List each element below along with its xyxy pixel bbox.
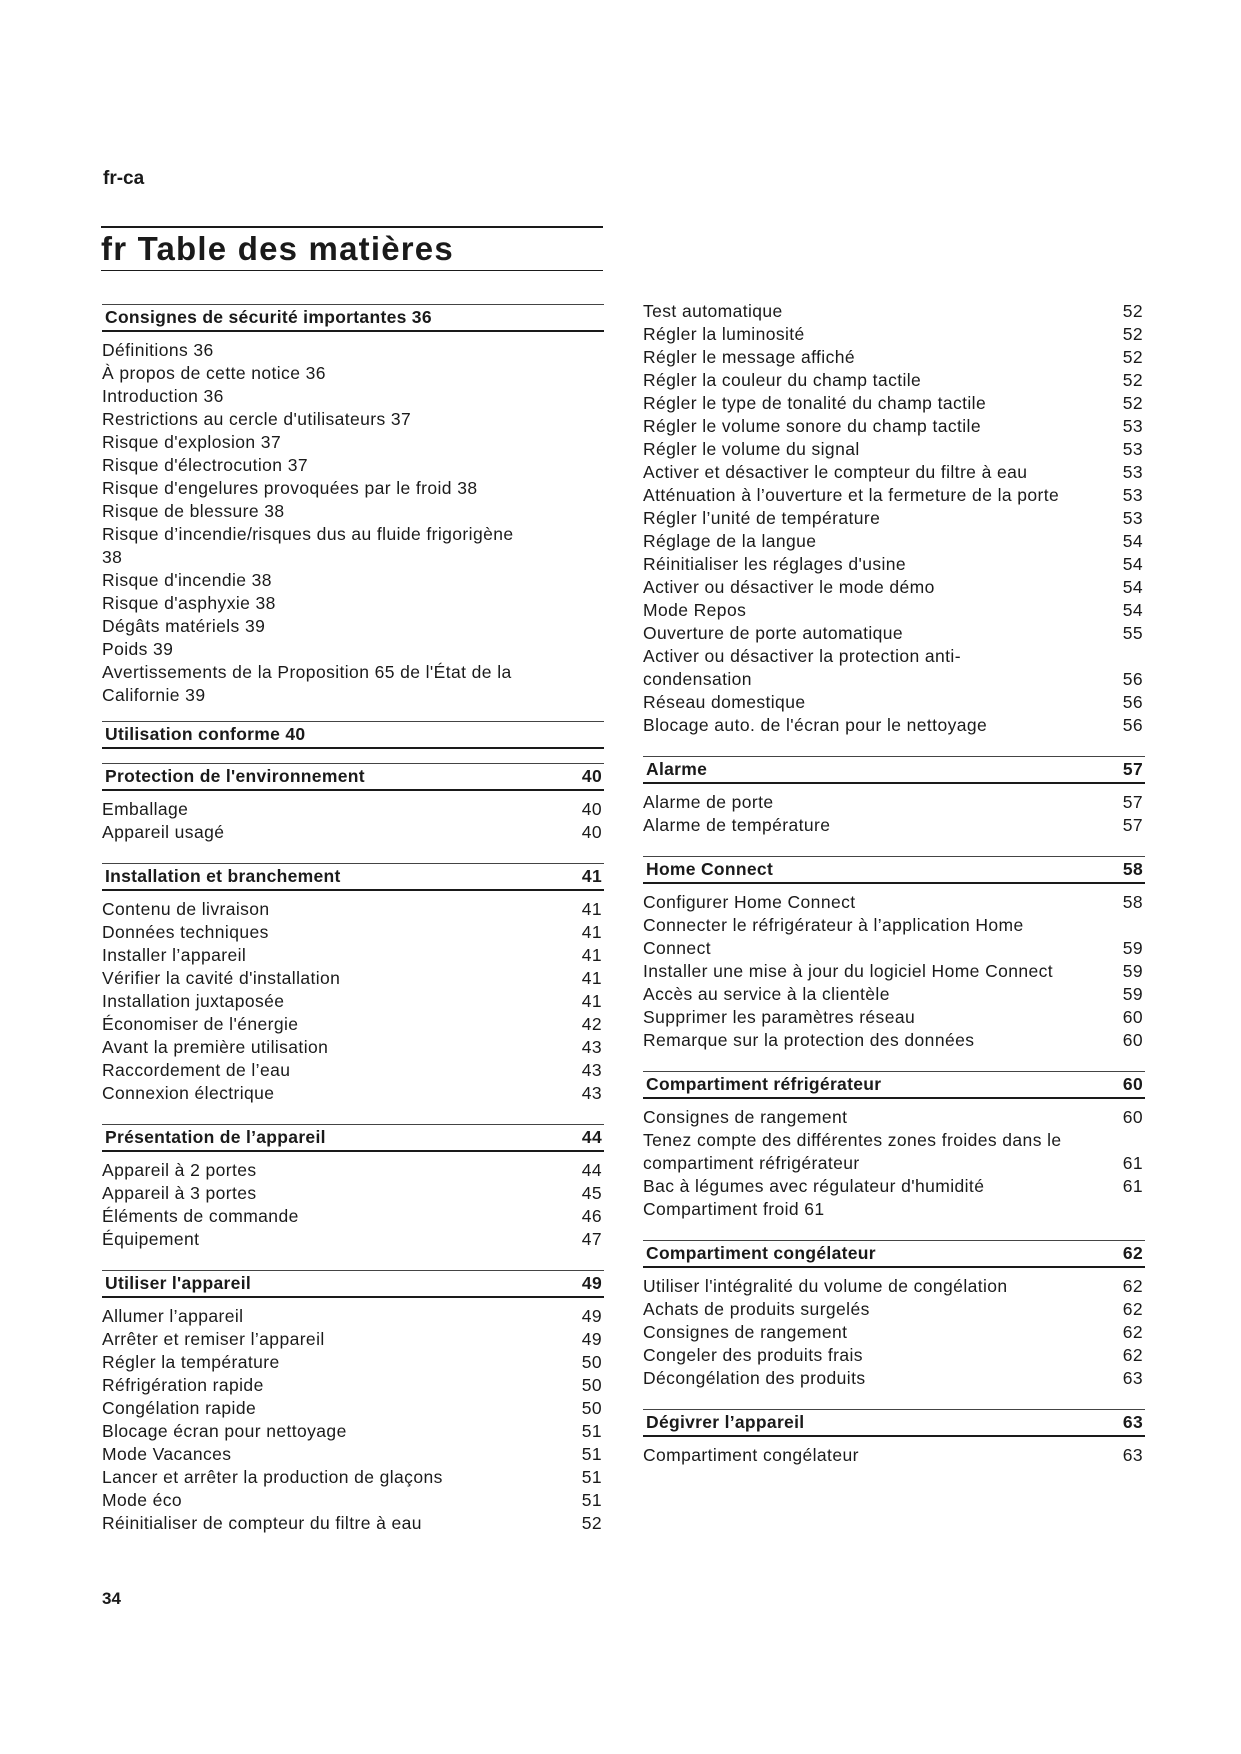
toc-entry[interactable] [643,369,1145,392]
toc-entry[interactable] [643,1367,1145,1390]
toc-entry[interactable] [643,914,1145,960]
toc-entry-label: Atténuation à l’ouverture et la fermeture de la porte [643,485,1060,505]
toc-entry-label: Remarque sur la protection des données [643,1030,975,1050]
section-page: 58 [1122,859,1143,879]
toc-entry-page: 49 [581,1306,602,1326]
section-heading[interactable] [643,856,1145,884]
section-page: 62 [1122,1243,1143,1263]
toc-entry-page: 42 [581,1014,602,1034]
toc-entry-page: 57 [1122,815,1143,835]
toc-entry-label: Risque d'engelures provoquées par le froid 38 [102,478,478,498]
toc-entry-page: 56 [1122,715,1143,735]
toc-entry-page: 53 [1122,485,1143,505]
section-entries [643,784,1145,837]
section-entries [102,1152,604,1251]
toc-entry-label: Régler l’unité de température [643,508,881,528]
toc-entry-label: Régler la couleur du champ tactile [643,370,922,390]
toc-entry[interactable] [102,898,604,921]
toc-entry-label: Allumer l’appareil [102,1306,244,1326]
toc-entry[interactable] [643,576,1145,599]
toc-entry-label: Lancer et arrêter la production de glaçons [102,1467,443,1487]
toc-entry-label: Connexion électrique [102,1083,275,1103]
toc-entry-label: Activer ou désactiver la protection anti-condensation [643,646,961,689]
toc-entry-label: Alarme de porte [643,792,774,812]
toc-entry-label: Utiliser l'intégralité du volume de congélation [643,1276,1008,1296]
toc-entry-label: Blocage auto. de l'écran pour le nettoyage [643,715,988,735]
toc-entry-label: Appareil à 2 portes [102,1160,257,1180]
toc-entry-page: 41 [581,968,602,988]
toc-entry-page: 54 [1122,531,1143,551]
section-entries [102,891,604,1105]
toc-entry[interactable] [643,461,1145,484]
toc-entry-label: Risque d’incendie/risques dus au fluide frigorigène 38 [102,524,514,567]
toc-entry-label: Arrêter et remiser l’appareil [102,1329,325,1349]
toc-entry-page: 57 [1122,792,1143,812]
toc-entry[interactable] [102,1159,604,1182]
section-title: Home Connect [646,859,774,879]
toc-entry-page: 52 [1122,324,1143,344]
toc-entry-label: Avertissements de la Proposition 65 de l'État de la Californie 39 [102,662,512,705]
toc-entry[interactable] [102,1351,604,1374]
toc-entry[interactable] [102,385,604,408]
section-heading[interactable] [102,1270,604,1298]
language-code: fr-ca [103,168,145,189]
section-page: 49 [581,1273,602,1293]
toc-entry-page: 60 [1122,1107,1143,1127]
toc-entry-label: Risque d'incendie 38 [102,570,272,590]
toc-entry[interactable] [102,967,604,990]
toc-entry-label: Données techniques [102,922,269,942]
toc-entry-label: Consignes de rangement [643,1322,848,1342]
toc-entry-page: 46 [581,1206,602,1226]
toc-entry[interactable] [643,1321,1145,1344]
toc-entry-page: 53 [1122,439,1143,459]
toc-entry-page: 52 [1122,393,1143,413]
toc-entry-page: 63 [1122,1368,1143,1388]
toc-entry-label: Régler la température [102,1352,280,1372]
toc-entry-label: Dégâts matériels 39 [102,616,266,636]
toc-entry-label: Réfrigération rapide [102,1375,264,1395]
toc-entry[interactable] [643,814,1145,837]
toc-entry-page: 52 [1122,370,1143,390]
toc-entry-page: 40 [581,822,602,842]
section-entries [102,332,604,707]
toc-entry[interactable] [643,1029,1145,1052]
toc-entry-label: Configurer Home Connect [643,892,856,912]
toc-entry-label: Équipement [102,1229,200,1249]
toc-entry-page: 55 [1122,623,1143,643]
toc-entry-label: Restrictions au cercle d'utilisateurs 37 [102,409,412,429]
toc-entry[interactable] [643,960,1145,983]
toc-entry[interactable] [102,1466,604,1489]
section-entries [643,1099,1145,1221]
toc-entry-label: Mode Vacances [102,1444,232,1464]
toc-entry-page: 59 [1122,961,1143,981]
toc-entry-page: 41 [581,922,602,942]
toc-entry[interactable] [102,1059,604,1082]
toc-entry[interactable] [102,1305,604,1328]
toc-entry-label: Ouverture de porte automatique [643,623,904,643]
toc-entry[interactable] [102,362,604,385]
page-title: fr Table des matières [101,230,454,267]
toc-entry-label: Activer ou désactiver le mode démo [643,577,935,597]
toc-entry-page: 50 [581,1375,602,1395]
section-page: 63 [1122,1412,1143,1432]
toc-entry-page: 51 [581,1467,602,1487]
section-spacer [643,837,1145,856]
section-entries [643,884,1145,1052]
section-spacer [102,1251,604,1270]
toc-entry[interactable] [643,438,1145,461]
toc-entry-label: Blocage écran pour nettoyage [102,1421,347,1441]
toc-entry[interactable] [102,454,604,477]
toc-entry[interactable] [643,392,1145,415]
toc-entry[interactable] [102,1443,604,1466]
section-page: 57 [1122,759,1143,779]
toc-entry-page: 56 [1122,692,1143,712]
section-spacer [102,844,604,863]
toc-entry-page: 41 [581,991,602,1011]
toc-entry-label: Réinitialiser les réglages d'usine [643,554,907,574]
toc-entry-page: 51 [581,1421,602,1441]
toc-entry-page: 49 [581,1329,602,1349]
toc-entry-label: Poids 39 [102,639,174,659]
toc-entry-page: 62 [1122,1322,1143,1342]
toc-entry-page: 61 [1122,1153,1143,1173]
toc-entry[interactable] [643,1444,1145,1467]
toc-entry[interactable] [643,791,1145,814]
toc-entry-page: 41 [581,899,602,919]
section-heading[interactable] [643,1071,1145,1099]
toc-entry-label: Risque d'explosion 37 [102,432,282,452]
toc-entry-label: Risque d'asphyxie 38 [102,593,276,613]
toc-entry[interactable] [643,415,1145,438]
section-entries [643,300,1145,737]
toc-entry[interactable] [643,1298,1145,1321]
toc-entry-label: À propos de cette notice 36 [102,363,326,383]
section-title: Installation et branchement [105,866,341,886]
toc-entry-page: 51 [581,1490,602,1510]
section-spacer [643,1052,1145,1071]
toc-entry-page: 54 [1122,600,1143,620]
toc-entry[interactable] [102,1182,604,1205]
toc-entry[interactable] [102,339,604,362]
toc-entry[interactable] [102,1205,604,1228]
toc-entry-page: 41 [581,945,602,965]
toc-entry-label: Congeler des produits frais [643,1345,863,1365]
toc-entry-label: Éléments de commande [102,1206,299,1226]
toc-entry[interactable] [102,990,604,1013]
section-spacer [102,707,604,721]
toc-entry[interactable] [643,507,1145,530]
toc-entry-page: 43 [581,1037,602,1057]
toc-entry-page: 52 [1122,347,1143,367]
section-heading[interactable] [102,863,604,891]
section-entries [102,791,604,844]
toc-entry[interactable] [643,346,1145,369]
toc-entry-label: Appareil usagé [102,822,225,842]
section-title: Utiliser l'appareil [105,1273,252,1293]
title-rule [101,226,603,271]
section-title: Compartiment congélateur [646,1243,876,1263]
toc-entry-label: Risque de blessure 38 [102,501,285,521]
toc-entry-page: 43 [581,1083,602,1103]
section-title: Dégivrer l’appareil [646,1412,805,1432]
toc-entry-page: 61 [1122,1176,1143,1196]
toc-entry[interactable] [643,1198,1145,1221]
toc-entry[interactable] [643,645,1145,691]
toc-entry[interactable] [643,1006,1145,1029]
toc-entry[interactable] [643,714,1145,737]
toc-entry[interactable] [643,1175,1145,1198]
toc-entry-label: Accès au service à la clientèle [643,984,890,1004]
toc-entry-label: Activer et désactiver le compteur du filtre à eau [643,462,1028,482]
section-spacer [102,749,604,763]
toc-entry-label: Décongélation des produits [643,1368,866,1388]
section-entries [102,1298,604,1535]
toc-entry[interactable] [102,1036,604,1059]
toc-entry-page: 53 [1122,416,1143,436]
toc-entry[interactable] [643,599,1145,622]
toc-entry[interactable] [102,1374,604,1397]
toc-entry-label: Installer une mise à jour du logiciel Home Connect [643,961,1054,981]
toc-entry-label: Avant la première utilisation [102,1037,329,1057]
toc-entry-page: 62 [1122,1276,1143,1296]
toc-entry-label: Consignes de rangement [643,1107,848,1127]
section-heading[interactable] [102,763,604,791]
toc-entry[interactable] [643,891,1145,914]
section-heading[interactable] [643,1409,1145,1437]
toc-entry-label: Régler le volume du signal [643,439,860,459]
toc-entry[interactable] [643,691,1145,714]
toc-entry[interactable] [643,1129,1145,1175]
toc-entry-page: 44 [581,1160,602,1180]
toc-entry[interactable] [102,569,604,592]
toc-entry-page: 53 [1122,462,1143,482]
section-title: Alarme [646,759,708,779]
toc-entry-page: 53 [1122,508,1143,528]
toc-entry-page: 40 [581,799,602,819]
toc-entry[interactable] [102,921,604,944]
toc-entry[interactable] [102,661,604,707]
toc-entry[interactable] [102,1420,604,1443]
section-page: 60 [1122,1074,1143,1094]
toc-entry[interactable] [102,1489,604,1512]
section-heading[interactable] [102,721,604,749]
toc-entry-label: Compartiment congélateur [643,1445,859,1465]
toc-entry[interactable] [643,530,1145,553]
section-heading[interactable] [643,1240,1145,1268]
toc-entry-label: Bac à légumes avec régulateur d'humidité [643,1176,985,1196]
toc-entry-page: 52 [581,1513,602,1533]
toc-right-column [643,300,1145,1467]
toc-entry[interactable] [102,408,604,431]
section-heading[interactable] [643,756,1145,784]
toc-entry[interactable] [102,523,604,569]
toc-entry-label: Achats de produits surgelés [643,1299,870,1319]
toc-entry-page: 59 [1122,938,1143,958]
toc-entry[interactable] [102,477,604,500]
section-heading[interactable] [102,304,604,332]
toc-entry-page: 51 [581,1444,602,1464]
toc-entry-label: Alarme de température [643,815,831,835]
section-heading[interactable] [102,1124,604,1152]
toc-entry-label: Congélation rapide [102,1398,257,1418]
toc-entry[interactable] [102,1082,604,1105]
toc-entry-page: 54 [1122,577,1143,597]
toc-entry-label: Mode Repos [643,600,747,620]
section-title: Présentation de l’appareil [105,1127,326,1147]
toc-entry[interactable] [102,821,604,844]
section-spacer [643,737,1145,756]
toc-entry-page: 63 [1122,1445,1143,1465]
toc-entry[interactable] [102,1512,604,1535]
toc-entry[interactable] [643,1106,1145,1129]
toc-entry[interactable] [643,1344,1145,1367]
page-number: 34 [102,1589,121,1608]
section-page: 41 [581,866,602,886]
toc-entry-page: 56 [1122,669,1143,689]
toc-entry-label: Régler la luminosité [643,324,805,344]
toc-entry-page: 62 [1122,1299,1143,1319]
section-spacer [102,1105,604,1124]
toc-entry-page: 47 [581,1229,602,1249]
section-spacer [643,1390,1145,1409]
section-title: Utilisation conforme 40 [105,724,306,744]
toc-entry[interactable] [643,622,1145,645]
toc-entry-page: 52 [1122,301,1143,321]
toc-entry[interactable] [102,1328,604,1351]
section-title: Protection de l'environnement [105,766,365,786]
toc-entry[interactable] [102,944,604,967]
toc-entry-page: 62 [1122,1345,1143,1365]
toc-entry-label: Mode éco [102,1490,183,1510]
toc-entry[interactable] [643,553,1145,576]
toc-entry-label: Compartiment froid 61 [643,1199,825,1219]
toc-entry-label: Définitions 36 [102,340,214,360]
toc-entry-label: Emballage [102,799,189,819]
section-entries [643,1437,1145,1467]
toc-entry-label: Régler le message affiché [643,347,856,367]
toc-entry-page: 43 [581,1060,602,1080]
toc-entry-page: 60 [1122,1007,1143,1027]
toc-entry[interactable] [102,1228,604,1251]
toc-entry[interactable] [102,615,604,638]
toc-entry-label: Raccordement de l’eau [102,1060,291,1080]
toc-entry-label: Régler le volume sonore du champ tactile [643,416,981,436]
toc-entry-label: Contenu de livraison [102,899,270,919]
toc-entry-label: Supprimer les paramètres réseau [643,1007,916,1027]
toc-entry-label: Réinitialiser de compteur du filtre à eau [102,1513,422,1533]
toc-entry[interactable] [102,500,604,523]
toc-entry-page: 54 [1122,554,1143,574]
toc-entry-label: Test automatique [643,301,783,321]
toc-entry[interactable] [102,798,604,821]
toc-entry-label: Appareil à 3 portes [102,1183,257,1203]
toc-entry-label: Introduction 36 [102,386,224,406]
toc-entry-label: Économiser de l'énergie [102,1014,299,1034]
section-title: Consignes de sécurité importantes 36 [105,307,432,327]
toc-entry-label: Installation juxtaposée [102,991,285,1011]
toc-entry-label: Réseau domestique [643,692,806,712]
toc-entry-label: Connecter le réfrigérateur à l’application Home Connect [643,915,1024,958]
toc-entry-page: 50 [581,1398,602,1418]
toc-entry-page: 45 [581,1183,602,1203]
toc-entry-page: 50 [581,1352,602,1372]
section-page: 44 [581,1127,602,1147]
toc-entry-label: Réglage de la langue [643,531,817,551]
toc-entry-label: Tenez compte des différentes zones froides dans le compartiment réfrigérateur [643,1130,1062,1173]
toc-entry[interactable] [102,1397,604,1420]
toc-entry[interactable] [102,638,604,661]
toc-left-column [102,304,604,1535]
section-entries [643,1268,1145,1390]
toc-entry[interactable] [102,1013,604,1036]
toc-entry[interactable] [643,300,1145,323]
toc-entry-label: Risque d'électrocution 37 [102,455,308,475]
toc-entry-page: 60 [1122,1030,1143,1050]
toc-entry-label: Régler le type de tonalité du champ tactile [643,393,987,413]
toc-entry[interactable] [102,592,604,615]
toc-entry[interactable] [643,484,1145,507]
toc-entry-page: 58 [1122,892,1143,912]
toc-entry[interactable] [643,983,1145,1006]
toc-entry-page: 59 [1122,984,1143,1004]
section-spacer [643,1221,1145,1240]
toc-entry[interactable] [102,431,604,454]
toc-entry-label: Installer l’appareil [102,945,247,965]
toc-entry[interactable] [643,323,1145,346]
toc-entry[interactable] [643,1275,1145,1298]
section-title: Compartiment réfrigérateur [646,1074,882,1094]
toc-entry-label: Vérifier la cavité d'installation [102,968,341,988]
section-page: 40 [581,766,602,786]
